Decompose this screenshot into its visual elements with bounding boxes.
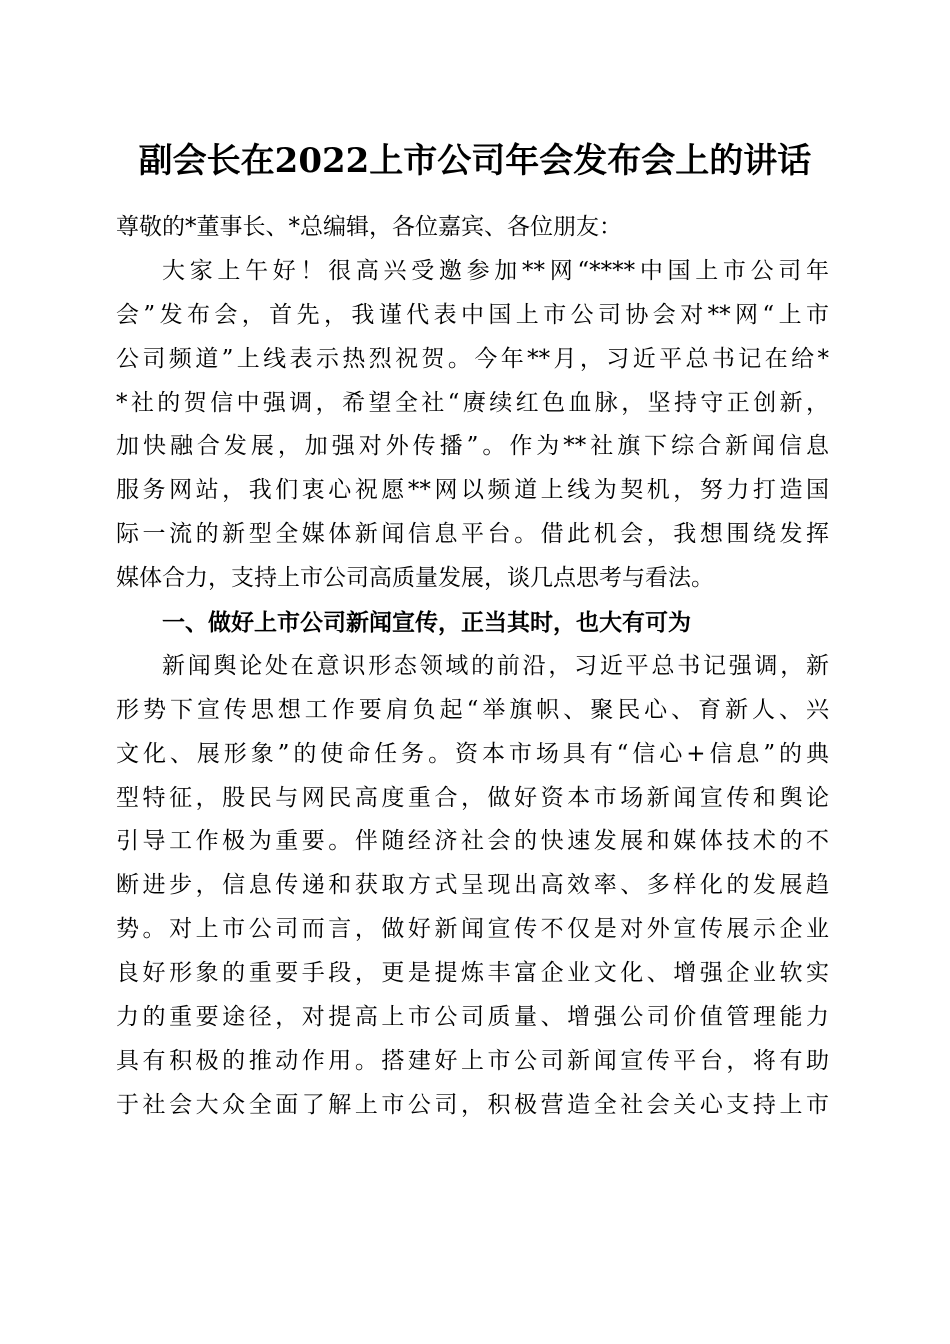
document-body [116,206,829,1128]
paragraph-line: 媒体合力，支持上市公司高质量发展，谈几点思考与看法。 [116,565,714,592]
section-heading: 一、做好上市公司新闻宣传，正当其时，也大有可为 [162,609,691,637]
paragraph-line: 于社会大众全面了解上市公司，积极营造全社会关心支持上市 [116,1091,829,1118]
paragraph-line: 文化、展形象”的使命任务。资本市场具有“信心+信息”的典 [116,740,829,767]
salutation-line: 尊敬的*董事长、*总编辑，各位嘉宾、各位朋友： [116,214,622,240]
paragraph-line: *社的贺信中强调，希望全社“赓续红色血脉，坚持守正创新， [116,389,829,416]
paragraph-line: 大家上午好！很高兴受邀参加**网“****中国上市公司年 [162,257,829,284]
paragraph-line: 新闻舆论处在意识形态领域的前沿，习近平总书记强调，新 [162,652,829,679]
document-title: 副会长在2022上市公司年会发布会上的讲话 [138,141,812,181]
paragraph-line: 断进步，信息传递和获取方式呈现出高效率、多样化的发展趋 [116,872,829,899]
paragraph-line: 形势下宣传思想工作要肩负起“举旗帜、聚民心、育新人、兴 [116,696,829,723]
paragraph-line: 加快融合发展，加强对外传播”。作为**社旗下综合新闻信息 [116,433,829,460]
paragraph-line: 具有积极的推动作用。搭建好上市公司新闻宣传平台，将有助 [116,1047,829,1074]
paragraph-line: 型特征，股民与网民高度重合，做好资本市场新闻宣传和舆论 [116,784,829,811]
paragraph-line: 引导工作极为重要。伴随经济社会的快速发展和媒体技术的不 [116,828,829,855]
paragraph-line: 会”发布会，首先，我谨代表中国上市公司协会对**网“上市 [116,301,829,328]
paragraph-line: 际一流的新型全媒体新闻信息平台。借此机会，我想围绕发挥 [116,521,829,548]
paragraph-line: 良好形象的重要手段，更是提炼丰富企业文化、增强企业软实 [116,960,829,987]
paragraph-line: 力的重要途径，对提高上市公司质量、增强公司价值管理能力 [116,1004,829,1031]
paragraph-line: 公司频道”上线表示热烈祝贺。今年**月，习近平总书记在给* [116,345,829,372]
paragraph-line: 服务网站，我们衷心祝愿**网以频道上线为契机，努力打造国 [116,477,829,504]
paragraph-line: 势。对上市公司而言，做好新闻宣传不仅是对外宣传展示企业 [116,916,829,943]
